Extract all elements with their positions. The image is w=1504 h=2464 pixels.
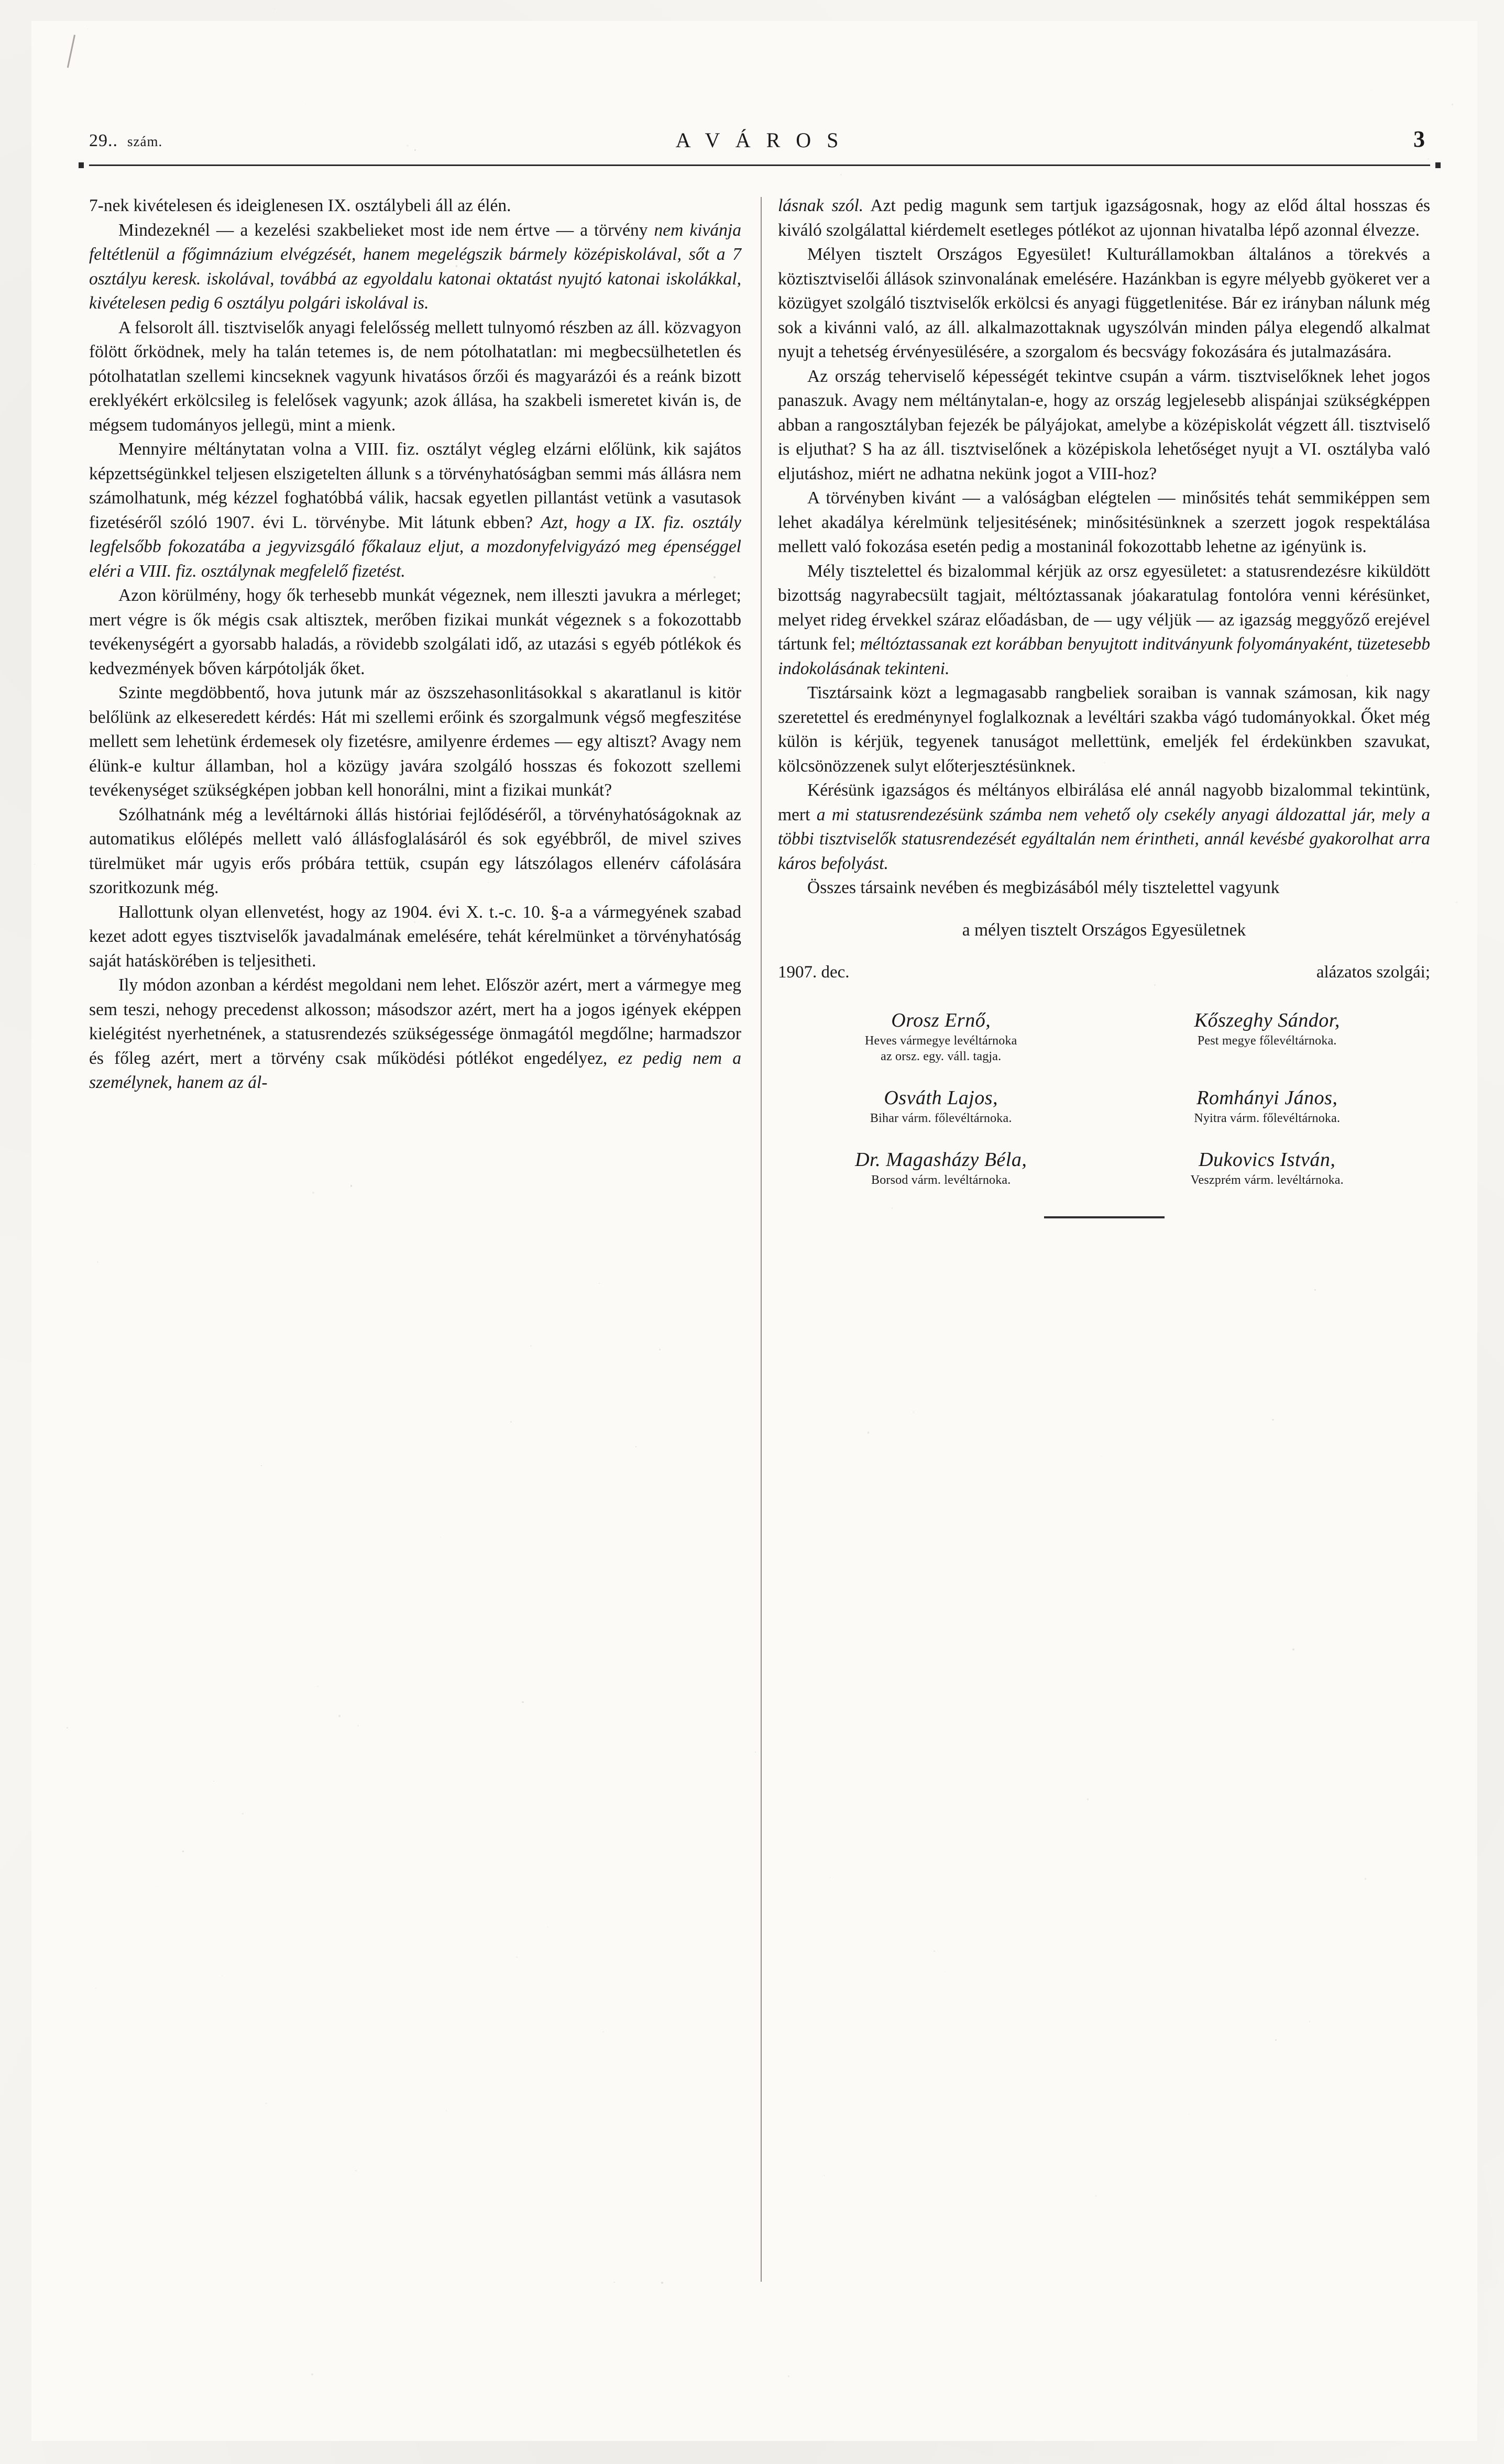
signatory-name: Dr. Magasházy Béla, — [855, 1148, 1027, 1171]
issue-number-suffix: szám. — [127, 134, 163, 149]
paper-speck — [1365, 1878, 1366, 1879]
signature-row — [778, 1085, 1430, 1126]
masthead — [79, 126, 1441, 173]
left-column-paragraph — [89, 194, 741, 218]
masthead-rule-tick-left — [79, 162, 84, 168]
signatory-role: az orsz. egy. váll. tagja. — [881, 1049, 1002, 1063]
paper-speck — [755, 1752, 756, 1753]
left-column-text-run: Azt, hogy a IX. fiz. osztály legfelsőbb fokozatába a jegyvizsgáló főkalauz eljut, a mozdonyfelvigyázó meg épenséggel eléri a VIII. fiz. osztálynak megfelelő fizetést. — [89, 512, 741, 581]
signature-entry — [778, 1008, 1104, 1064]
paper-speck — [456, 265, 457, 267]
paper-speck — [355, 2170, 356, 2171]
paper-speck — [477, 619, 478, 620]
right-column-paragraph — [778, 559, 1430, 681]
issue-number-value: 29.. — [89, 131, 118, 150]
left-column-text-run: Mindezeknél — a kezelési szakbelieket most ide nem értve — a törvény — [118, 220, 654, 240]
right-column-paragraph — [778, 876, 1430, 900]
left-column-text-run: Szólhatnánk még a levéltárnoki állás históriai fejlődéséről, a törvényhatóságoknak az automatikus előlépés mellett való állásfoglalásáról és sok egyébbről, de mivel szives türelmüket már ugyis erős próbára tettük, csupán egy látszólagos ellenérv cáfolására szoritkozunk még. — [89, 805, 741, 897]
paper-speck — [275, 8, 276, 9]
signatory-role: Veszprém várm. levéltárnoka. — [1190, 1173, 1344, 1187]
paper-speck — [602, 2031, 604, 2033]
signature-entry — [778, 1085, 1104, 1126]
left-column-paragraph — [89, 900, 741, 974]
signature-entry — [1104, 1147, 1431, 1188]
signatory-role: Bihar várm. főlevéltárnoka. — [870, 1111, 1012, 1125]
signature-entry — [778, 1147, 1104, 1188]
paper-speck — [182, 1851, 184, 1852]
left-column-text-run: ez pedig nem a személynek, hanem az ál- — [89, 1048, 741, 1092]
signatory-role: Borsod várm. levéltárnoka. — [871, 1173, 1011, 1187]
paper-speck — [312, 1192, 314, 1194]
right-column-text-run: Kérésünk igazságos és méltányos elbirálása elé annál nagyobb bizalommal tekintünk, mert — [778, 780, 1430, 824]
signature-entry — [1104, 1085, 1431, 1126]
paper-speck — [180, 265, 182, 267]
signatory-role: Pest megye főlevéltárnoka. — [1197, 1033, 1337, 1048]
paper-speck — [327, 563, 330, 565]
paper-speck — [338, 1715, 340, 1717]
left-column-paragraph — [89, 218, 741, 316]
signatory-name: Orosz Ernő, — [891, 1009, 991, 1031]
paper-speck — [414, 921, 415, 923]
right-column-text-run: lásnak szól. — [778, 196, 864, 215]
paper-speck — [1428, 158, 1429, 159]
signatory-name: Kőszeghy Sándor, — [1194, 1009, 1340, 1031]
paper-speck — [788, 2375, 789, 2377]
left-column-text-run: nem kivánja feltétlenül a főgimnázium elvégzését, hanem megelégszik bármely középiskolával, sőt a 7 osztályu keresk. iskolával, továbbá az egyoldalu katonai oktatást nyujtó katonai iskolákkal, kivételesen pedig 6 osztályu polgári iskolával is. — [89, 220, 741, 313]
masthead-rule-tick-right — [1435, 162, 1441, 168]
paper-speck — [1292, 1648, 1294, 1651]
paper-speck — [840, 174, 842, 175]
signature-block — [778, 1008, 1430, 1188]
paper-speck — [913, 1412, 914, 1413]
publication-title: A V Á R O S — [675, 128, 844, 152]
right-column-text-run: méltóztassanak ezt korábban benyujtott inditványunk folyományaként, tüzetesebb indokolásának tekinteni. — [778, 634, 1430, 678]
left-column-text-run: A felsorolt áll. tisztviselők anyagi felelősség mellett tulnyomó részben az áll. közvagyon fölött őrködnek, mely ha talán tetemes is, de nem pótolhatatlan: mi megbecsülhetetlen és pótolhatatlan szellemi kincseknek vagyunk hivatásos őrzői és magyarázói és a reánk bizott ereklyékért erkölcsileg is felelősek vagyunk; azok állása, ha szakbeli ismeretet kiván is, de mégsem tudományos jellegü, mint a mienk. — [89, 317, 741, 435]
left-column-text-run: Szinte megdöbbentő, hova jutunk már az öszszehasonlitásokkal s akaratlanul is kitör belőlünk az elkeseredett kérdés: Hát mi szellemi erőink és szorgalmunk végső megfeszitése mellett sem lehetünk érdemesek oly fizetésre, amilyenre érdemes — egy altiszt? Avagy nem élünk-e kultur államban, hol a közügy javára szolgáló hosszas és fokozott szellemi tevékenységet szükségképen jobban kell honorálni, mint a fizikai munkát? — [89, 683, 741, 800]
paper-speck — [304, 604, 305, 605]
paper-speck — [635, 1446, 636, 1447]
date-and-salutation-row — [778, 960, 1430, 985]
paper-speck — [1183, 784, 1185, 785]
signatory-name: Romhányi János, — [1196, 1086, 1338, 1109]
page-edge-mark — [67, 35, 96, 72]
masthead-rule — [89, 164, 1430, 166]
left-column-text-run: Ily módon azonban a kérdést megoldani nem lehet. Először azért, mert a vármegye meg sem teszi, nehogy precedenst alkosson; másodszor azért, mert ha a jogos igények eképpen kielégitést nyerhetnének, a statusrendezés szükségessége önmagától megdőlne; harmadszor és főleg azért, mert a törvény csak működési pótlékot engedélyez, — [89, 975, 741, 1068]
right-column-text-run: a mi statusrendezésünk számba nem vehető oly csekély anyagi áldozattal jár, mely a többi tisztviselők statusrendezését egyáltalán nem érintheti, annál kevésbé gyakorolhat arra káros befolyást. — [778, 805, 1431, 873]
paper-speck — [1101, 1456, 1102, 1457]
right-column — [778, 194, 1430, 1218]
paper-speck — [661, 2282, 663, 2284]
right-column-paragraph — [778, 194, 1430, 243]
right-column-text-run: Tisztársaink közt a legmagasabb rangbeliek soraiban is vannak számosan, kik nagy szeretettel és eredménynyel foglalkoznak a levéltári szakba vágó tudományokkal. Őket még külön is kérjük, tegyenek tanuságot mellettünk, emeljék fel érdekünkben szavukat, kölcsönözzenek sulyt előterjesztésünknek. — [778, 683, 1430, 776]
signature-row — [778, 1147, 1430, 1188]
left-column — [89, 194, 741, 1095]
paper-speck — [615, 524, 617, 525]
right-column-paragraphs — [778, 194, 1430, 900]
paper-speck — [934, 1951, 935, 1952]
left-column-text-run: Azon körülmény, hogy ők terhesebb munkát végeznek, nem illeszti javukra a mérleget; mert végre is ők mégis csak altisztek, merőben fizikai munkát végeznek s a fokozottabb tevékenységért a gyorsabb haladás, a rövidebb szolgálati idő, az utazási s egyéb pótlékok és kedvezmények bőven kárpótolják őket. — [89, 586, 741, 678]
signature-row — [778, 1008, 1430, 1064]
paper-speck — [713, 576, 716, 578]
page-sheet — [31, 21, 1477, 2441]
signatory-name: Osváth Lajos, — [884, 1086, 998, 1109]
right-column-paragraph — [778, 365, 1430, 487]
left-column-text-run: Hallottunk olyan ellenvetést, hogy az 1904. évi X. t.-c. 10. §-a a vármegyének szabad kezet adott egyes tisztviselők javadalmának emelésére, tehát kérelmünket a törvényhatóság saját hatáskörében is teljesitheti. — [89, 902, 741, 971]
right-column-text-run: A törvényben kivánt — a valóságban elégtelen — minősités tehát semmiképpen sem lehet akadálya kérelmünk teljesitésének; minősitésünknek a szerzett jogok respektálása mellett való fokozása esetén pedig a mostaninál fokozottabb lehetne az igényünk is. — [778, 488, 1430, 556]
signatory-role: Heves vármegye levéltárnoka — [864, 1033, 1017, 1048]
right-column-text-run: Azt pedig magunk sem tartjuk igazságosnak, hogy az előd által hosszas és kiváló szolgálattal kiérdemelt esetleges pótlékot az ujonnan hivatalba lépő azonnal élvezze. — [778, 196, 1430, 240]
column-divider — [761, 197, 762, 2282]
paper-speck — [265, 2103, 267, 2105]
signatory-role: Nyitra várm. főlevéltárnoka. — [1194, 1111, 1341, 1125]
page-number: 3 — [1413, 126, 1425, 152]
paper-speck — [599, 1283, 600, 1284]
right-column-text-run: Mély tisztelettel és bizalommal kérjük az orsz egyesületet: a statusrendezésre kiküldött bizottság nagyrabecsült tagjait, méltóztassanak jóakaratulag fontolóra venni kérésünket, melyet rideg érvekkel száraz előadásban, de — ugy véljük — az igazság meggyőző erejével tártunk fel; — [778, 561, 1430, 654]
paper-speck — [1337, 205, 1338, 206]
paper-speck — [1028, 504, 1030, 505]
signatory-name: Dukovics István, — [1199, 1148, 1336, 1171]
left-column-text-run: Mennyire méltánytatan volna a VIII. fiz. osztályt végleg elzárni előlünk, kik sajátos képzettségünkkel teljesen elszigetelten állunk s a törvényhatóságban semmi más állásra nem számolhatunk, még kézzel foghatóbbá válik, hacsak egyetlen pillantást vetünk a vasutasok fizetéséről szóló 1907. évi L. törvénybe. Mit látunk ebben? — [89, 439, 741, 532]
right-column-text-run: Az ország teherviselő képességét tekintve csupán a várm. tisztviselőknek lehet jogos panaszuk. Avagy nem méltánytalan-e, hogy az ország legjelesebb alispánjai szükségképpen abban a rangosztályban fejezék be pályájokat, amelybe a középiskolát végzett áll. tisztviselő is eljuthat? S ha az áll. tisztviselőnek a középiskola lehetőséget nyujt a VI. osztályba való eljutáshoz, miért ne adhatna nekünk jogot a VIII-hoz? — [778, 366, 1430, 483]
end-rule — [1044, 1216, 1165, 1218]
left-column-paragraph — [89, 584, 741, 681]
right-column-paragraph — [778, 486, 1430, 559]
left-column-paragraph — [89, 316, 741, 438]
paper-speck — [317, 1686, 319, 1687]
letter-date: 1907. dec. — [778, 963, 850, 982]
signature-entry — [1104, 1008, 1431, 1064]
left-column-paragraph — [89, 803, 741, 900]
right-column-text-run: Összes társaink nevében és megbizásából mély tisztelettel vagyunk — [807, 878, 1280, 897]
paper-speck — [357, 1725, 359, 1726]
paper-speck — [1346, 675, 1348, 676]
paper-speck — [471, 259, 473, 260]
paper-speck — [659, 1349, 661, 1350]
right-column-paragraph — [778, 681, 1430, 778]
closing-line: a mélyen tisztelt Országos Egyesületnek — [962, 920, 1246, 940]
left-column-text-run: 7-nek kivételesen és ideiglenesen IX. osztálybeli áll az élén. — [89, 196, 511, 215]
left-column-paragraph — [89, 437, 741, 584]
right-column-paragraph — [778, 778, 1430, 876]
right-column-paragraph — [778, 243, 1430, 365]
right-column-text-run: Mélyen tisztelt Országos Egyesület! Kulturállamokban általános a törekvés a köztisztviselői állások szinvonalának emelésére. Hazánkban is egyre mélyebb gyökeret ver a közügyet szolgáló tisztviselők erkölcsi és anyagi függetlenitése. Bár ez irányban nálunk még sok a kivánni való, az áll. alkalmazottaknak ugyszólván minden pálya elegendő alkalmat nyujt a tehetség érvényesülésére, a szorgalom és becsvágy fokozására és jutalmazására. — [778, 245, 1430, 361]
paper-speck — [1095, 2195, 1097, 2197]
paper-speck — [356, 341, 357, 342]
left-column-paragraph — [89, 681, 741, 803]
letter-salutation: alázatos szolgái; — [1316, 963, 1430, 982]
paper-speck — [1309, 2021, 1310, 2022]
left-column-paragraph — [89, 973, 741, 1095]
